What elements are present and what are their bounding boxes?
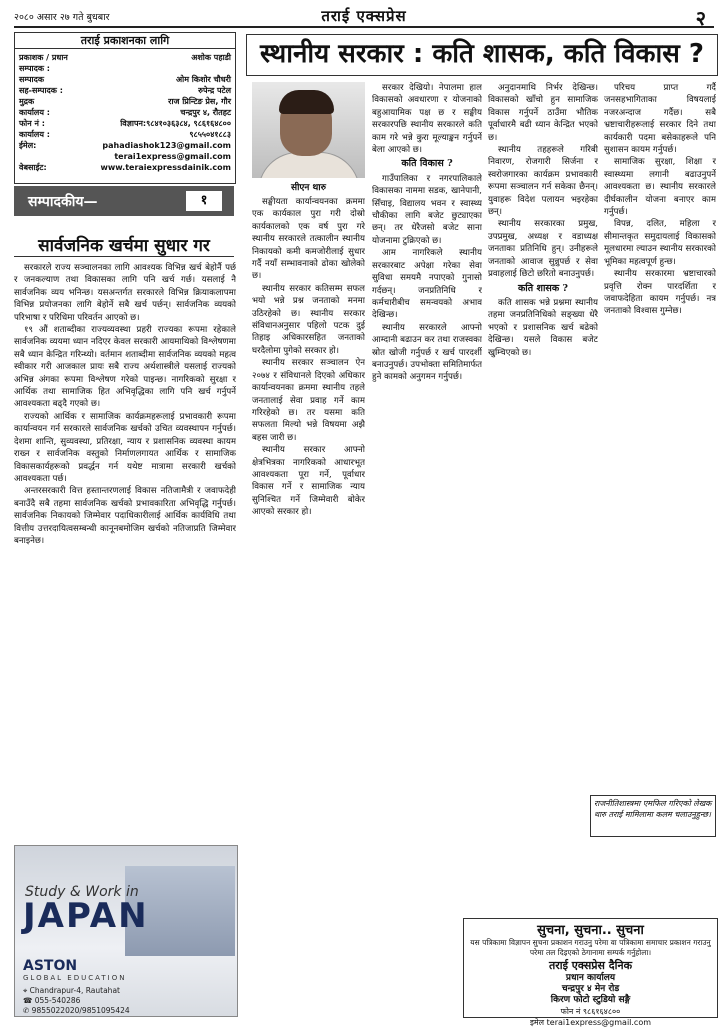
article-column-4 (604, 82, 716, 790)
article-column-3 (488, 82, 598, 912)
editorial-paragraph: १९ औं शताब्दीका राज्यव्यवस्था प्रहरी राज्यका रूपमा रहेकाले सार्वजनिक व्ययमा ध्यान नदिएर केवल सरकारी आयमाथिको विश्लेषणमा सबै ध्यान केन्द्रित गरिन्थ्यो। वर्तमान शताब्दीमा सार्वजनिक व्ययको महत्व स्वीकार गरी आजकाल प्रायः सबै राज्य अर्थशास्त्रीले यसलाई राज्यको अभिन्न अंगका रूपमा विश्लेषण गरेको पाइन्छ। नागरिकको सुरक्षा र आर्थिक तथा सामाजिक हित अभिवृद्धिका लागि पनि खर्च गर्नुपर्ने आवश्यकता बढ्दै गएको छ। (14, 325, 236, 410)
editorial-title: सार्वजनिक खर्चमा सुधार गर (38, 236, 210, 256)
page-number: २ (695, 6, 706, 30)
article-paragraph: स्थानीय सरकारमा भ्रष्टाचारको प्रवृत्ति रोक्न पारदर्शिता र जवाफदेहिता कायम गर्नुपर्छ। नत्र जनताको विश्वास गुम्नेछ। (604, 269, 716, 317)
article-paragraph: स्थानीय सरकारका प्रमुख, उपप्रमुख, अध्यक्ष र वडाध्यक्ष जनताका प्रतिनिधि हुन्। उनीहरूले जनताको आवाज सुन्नुपर्छ र सेवा प्रवाहलाई छिटो छरितो बनाउनुपर्छ। (488, 219, 598, 280)
imprint-key: सम्पादक (19, 75, 44, 84)
author-note: राजनीतिशास्त्रमा एमफिल गरिएको लेखक थारु तराई मामिलामा कलम चलाउनुहुन्छ। (590, 795, 716, 837)
imprint-value: विज्ञापन:९८४१०३६३८४, ९८६१६४८०० (120, 119, 231, 128)
imprint-key: ईमेल: (19, 141, 37, 150)
imprint-value: रुपेन्द्र पटेल (198, 86, 231, 95)
imprint-key: कार्यालय : (19, 130, 50, 139)
notice-phone: फोन नं ९८६१६४८०० (560, 1007, 621, 1016)
ad-phone2-text: 9855022020/9851095424 (31, 1006, 130, 1015)
article-paragraph: स्थानीय सरकार आफ्नो क्षेत्रभित्रका नागरिकको आधारभूत आवश्यकता पूरा गर्ने, पूर्वाधार विकास गर्ने र सामाजिक न्याय सुनिश्चित गर्ने जिम्मेवारी बोकेर आएको सरकार हो। (252, 445, 365, 518)
ad-brand: ASTON (23, 958, 78, 974)
divider (14, 256, 234, 257)
article-paragraph: स्थानीय सरकार कतिसम्म सफल भयो भन्ने प्रश्न जनताको मनमा उठिरहेको छ। स्थानीय सरकार संविधानअनुसार पहिलो पटक दुई तिहाइ अधिकारसहित जनताको घरदैलोमा पुगेको सरकार हो। (252, 283, 365, 356)
imprint-key: कार्यालय : (19, 108, 50, 117)
article-paragraph: स्थानीय सरकारले आफ्नो आम्दानी बढाउन कर तथा राजस्वका स्रोत खोजी गर्नुपर्छ र खर्च पारदर्शी बनाउनुपर्छ। उपभोक्ता समितिमार्फत हुने कामको अनुगमन गर्नुपर्छ। (372, 322, 482, 383)
imprint-key (19, 151, 83, 162)
notice-body: यस पत्रिकामा विज्ञापन सुचना प्रकाशन गराउनु परेमा वा पत्रिकामा समाचार प्रकाशन गराउनु परेमा तल दिइएको ठेगानामा सम्पर्क गर्नुहोला। (470, 938, 711, 957)
paper-name: तराई एक्सप्रेस (321, 7, 407, 25)
article-paragraph: स्थानीय सरकार सञ्चालन ऐन २०७४ र संविधानले दिएको अधिकार कार्यान्वयनका क्रममा स्थानीय तहले जनतालाई सेवा प्रवाह गर्ने काम गरिरहेको छ। तर यसमा कति सफलता मिल्यो भन्ने विषयमा अझै बहस जारी छ। (252, 358, 365, 443)
editorial-paragraph: अन्तरसरकारी वित्त हस्तान्तरणलाई विकास नतिजामैत्री र जवाफदेही बनाउँदै सबै तहमा सार्वजनिक खर्चको प्रभावकारिता अभिवृद्धि गर्नुपर्छ। सार्वजनिक निकायको जिम्मेवार पदाधिकारीलाई आर्थिक कार्यविधि तथा वित्तीय उत्तरदायित्वसम्बन्धी कानूनबमोजिम खर्चको नतिजाप्रति जिम्मेवार बनाइनेछ। (14, 486, 236, 546)
author-caption: सीएन थारु (291, 183, 326, 193)
ad-phone1-text: 055-540286 (34, 996, 81, 1005)
japan-study-ad[interactable] (14, 845, 238, 1017)
issue-date: २०८० असार २७ गते बुधबार (14, 12, 110, 23)
article-paragraph: स्थानीय तहहरूले गरिबी निवारण, रोजगारी सिर्जना र स्वरोजगारका कार्यक्रम प्रभावकारी रूपमा सञ्चालन गर्न सकेका छैनन्। युवाहरू विदेश पलायन भइरहेका छन्। (488, 145, 598, 218)
article-paragraph: सामाजिक सुरक्षा, शिक्षा र स्वास्थ्यमा लगानी बढाउनुपर्ने आवश्यकता छ। स्थानीय सरकारले दीर्घकालीन योजना बनाएर काम गर्नुपर्छ। (604, 157, 716, 218)
imprint-email[interactable]: terai1express@gmail.com (114, 152, 231, 161)
editorial-badge: १ (186, 191, 222, 211)
imprint-box (14, 32, 236, 184)
imprint-value: चन्द्रपुर ४, रौतहट (180, 108, 231, 117)
imprint-value: अशोक पहाडी (191, 53, 231, 62)
article-paragraph: कति शासक भन्ने प्रश्नमा स्थानीय तहमा जनप्रतिनिधिको सङ्ख्या धेरै भएको र प्रशासनिक खर्च बढेको देखिन्छ। यसले विकास बजेट खुम्चिएको छ। (488, 297, 598, 358)
article-paragraph: विपन्न, दलित, महिला र सीमान्तकृत समुदायलाई विकासको मूलधारमा ल्याउन स्थानीय सरकारको भूमिका महत्वपूर्ण हुन्छ। (604, 219, 716, 267)
article-paragraph: आम नागरिकले स्थानीय सरकारबाट अपेक्षा गरेका सेवा सुविधा समयमै नपाएको गुनासो गर्दछन्। जनप्रतिनिधि र कर्मचारीबीच समन्वयको अभाव देखिन्छ। (372, 248, 482, 321)
subheading: कति शासक ? (518, 282, 568, 294)
editorial-body (14, 262, 236, 837)
photo-hair (279, 90, 334, 114)
location-icon: ⌖ (23, 986, 30, 995)
imprint-email[interactable]: pahadiashok123@gmail.com (102, 141, 231, 150)
ad-brand-sub: GLOBAL EDUCATION (23, 974, 127, 982)
editorial-section-label: सम्पादकीय— (28, 194, 98, 210)
imprint-value: राज प्रिन्टिङ प्रेस, गौर (168, 97, 231, 106)
imprint-key: प्रकाशक / प्रधान सम्पादक : (19, 53, 68, 73)
imprint-website[interactable]: www.teraiexpressdainik.com (100, 163, 231, 172)
article-headline: स्थानीय सरकार : कति शासक, कति विकास ? (246, 34, 718, 76)
notice-paper: तराई एक्सप्रेस दैनिक (548, 959, 633, 972)
notice-box (463, 918, 718, 1027)
notice-email[interactable]: इमेल terai1express@gmail.com (529, 1018, 652, 1027)
ad-country: JAPAN (23, 896, 149, 936)
imprint-value: ओम किशोर चौधरी (176, 75, 231, 84)
ad-address-text: Chandrapur-4, Rautahat (29, 986, 120, 995)
mobile-icon: ✆ (23, 1006, 32, 1015)
imprint-key: सह-सम्पादक : (19, 86, 63, 95)
notice-studio: किरण फोटो स्टुडियो सङ्गै (550, 995, 631, 1005)
article-paragraph: अनुदानमाथि निर्भर देखिन्छ। विकासको खाँचो हुन सामाजिक विकास गर्नुपर्ने ठाउँमा भौतिक पूर्वाधारमै बढी ध्यान केन्द्रित भएको छ। (488, 83, 598, 143)
ad-phone2 (23, 1006, 130, 1015)
notice-office: चन्द्रपुर ४ मेन रोड (561, 984, 620, 994)
imprint-key: फोन नं : (19, 119, 45, 128)
imprint-key: मुद्रक (19, 97, 35, 106)
ad-tagline: Study & Work in (25, 884, 139, 900)
article-column-1 (252, 196, 365, 1016)
article-column-2 (372, 82, 482, 1016)
notice-office-label: प्रधान कार्यालय (565, 973, 616, 983)
editorial-section-header (14, 186, 234, 216)
article-paragraph: सरकार देखियो। नेपालमा हाल विकासको अवधारणा र योजनाको बहुआयामिक पक्ष छ र सङ्घीय सरकारपछि स्थानीय सरकारले कति काम गरे भन्ने कुरा मूल्याङ्कन गर्नुपर्ने बेला आएको छ। (372, 83, 482, 156)
author-photo (252, 82, 365, 178)
ad-address (23, 986, 120, 996)
imprint-title: तराई प्रकाशनका लागि (15, 33, 235, 49)
subheading: कति विकास ? (401, 158, 453, 170)
phone-icon: ☎ (23, 996, 35, 1005)
editorial-paragraph: राज्यको आर्थिक र सामाजिक कार्यक्रमहरूलाई प्रभावकारी रूपमा कार्यान्वयन गर्न सरकारले सार्वजनिक खर्चको उचित व्यवस्थापन गर्नुपर्छ। देशमा शान्ति, सुव्यवस्था, प्रतिरक्षा, न्याय र प्रशासनिक व्यवस्था कायम राख्न र सार्वजनिक वस्तुको निर्माणलगायत आर्थिक र सामाजिक विकासकार्यहरूको प्रवर्द्धन गर्न यथेष्ट मात्रामा सरकारी खर्चको आवश्यकता पर्छ। (14, 411, 236, 484)
article-paragraph: सङ्घीयता कार्यान्वयनका क्रममा एक कार्यकाल पुरा गरी दोस्रो कार्यकालको एक वर्ष पुरा गरे स्थानीय सरकारले तत्कालीन स्थानीय निकायको कमी कमजोरीलाई सुधार गर्दै नयाँ सम्भावनाको ढोका खोलेको छ। (252, 197, 365, 282)
editorial-paragraph: सरकारले राज्य सञ्चालनका लागि आवश्यक विभिन्न खर्च बेहोर्नै पर्छ र जनकल्याण तथा विकासका लागि पनि खर्च गर्छ। यसलाई नै सार्वजनिक व्यय भनिन्छ। यसअन्तर्गत सरकारले विभिन्न क्रियाकलापमा विभिन्न प्रयोजनका लागि बेहोर्ने सबै खर्च पर्छन्। सार्वजनिक व्ययको परिभाषा र परिधिमा परिवर्तन आएको छ। (14, 263, 236, 323)
article-paragraph: परिचय प्राप्त गर्दै जनसहभागिताका विषयलाई नजरअन्दाज गर्दैछ। सबै भ्रष्टाचारीहरूलाई सरकार दिने तथा कार्यकारी पदमा बसेकाहरूले पनि सुशासन कायम गर्नुपर्छ। (604, 83, 716, 156)
ad-phone1 (23, 996, 80, 1005)
article-paragraph: गाउँपालिका र नगरपालिकाले विकासका नाममा सडक, खानेपानी, सिँचाइ, विद्यालय भवन र स्वास्थ्य चौकीका लागि बजेट छुट्याएका छन्। तर धेरैजसो बजेट साना योजनामा टुक्रिएको छ। (372, 173, 482, 246)
imprint-key: वेबसाईट: (19, 163, 47, 172)
imprint-value: ९८५५०४१८८३ (189, 130, 231, 139)
notice-title: सुचना, सुचना.. सुचना (537, 923, 644, 938)
page-header (14, 6, 714, 28)
